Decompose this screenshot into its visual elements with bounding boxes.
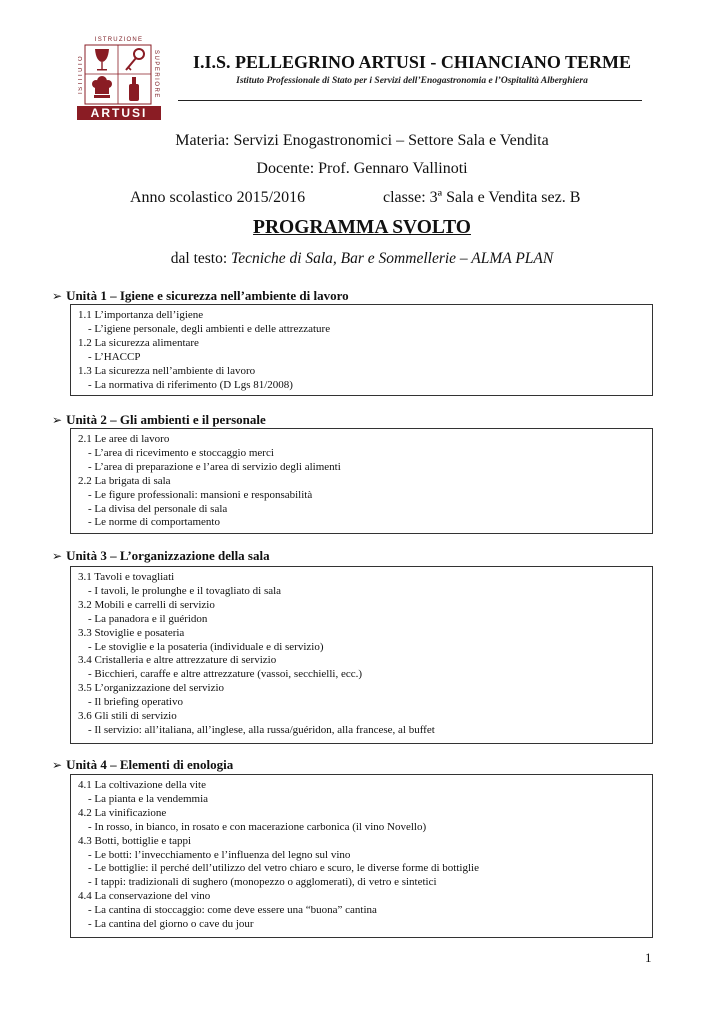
list-item: 4.2 La vinificazione — [78, 806, 167, 819]
class-info: classe: 3ª Sala e Vendita sez. B — [383, 189, 581, 206]
list-item: - La panadora e il guéridon — [88, 612, 208, 625]
school-logo — [75, 36, 163, 120]
list-item: 3.4 Cristalleria e altre attrezzature di servizio — [78, 654, 277, 667]
arrow-bullet-icon: ➢ — [52, 289, 63, 303]
list-item: - L’HACCP — [88, 350, 141, 363]
logo-name: ARTUSI — [77, 106, 161, 120]
list-item: 2.1 Le aree di lavoro — [78, 433, 170, 445]
list-item: 3.1 Tavoli e tovagliati — [78, 571, 175, 583]
list-item: 1.1 L’importanza dell’igiene — [78, 309, 204, 321]
list-item: - Il briefing operativo — [88, 696, 183, 709]
list-item: 2.2 La brigata di sala — [78, 474, 171, 487]
key-icon — [126, 49, 144, 70]
school-title: I.I.S. PELLEGRINO ARTUSI - CHIANCIANO TERME — [192, 52, 632, 72]
list-item: - Bicchieri, caraffe e altre attrezzature (vassoi, secchielli, ecc.) — [88, 668, 363, 681]
list-item: - Il servizio: all’italiana, all’inglese, alla russa/guéridon, alla francese, al buffet — [88, 723, 435, 736]
school-year: Anno scolastico 2015/2016 — [130, 189, 306, 206]
list-item: 4.4 La conservazione del vino — [78, 890, 211, 903]
unit-content-box — [70, 304, 653, 396]
bottle-icon — [129, 77, 139, 101]
list-item: 1.3 La sicurezza nell’ambiente di lavoro — [78, 364, 256, 377]
list-item: - Le botti: l’invecchiamento e l’influenza del legno sul vino — [88, 848, 351, 861]
teacher-line: Docente: Prof. Gennaro Vallinoti — [256, 160, 468, 177]
program-title: PROGRAMMA SVOLTO — [253, 217, 471, 238]
chef-hat-icon — [92, 76, 112, 98]
list-item: - Le stoviglie e la posateria (individuale e di servizio) — [88, 640, 324, 653]
list-item: - Le figure professionali: mansioni e responsabilità — [88, 488, 313, 501]
arrow-bullet-icon: ➢ — [52, 413, 63, 427]
list-item: - La cantina del giorno o cave du jour — [88, 918, 254, 931]
list-item: - L’area di ricevimento e stoccaggio merci — [88, 446, 274, 459]
unit-heading-text: Unità 1 – Igiene e sicurezza nell’ambiente di lavoro — [66, 288, 349, 303]
school-subtitle: Istituto Professionale di Stato per i Servizi dell’Enogastronomia e l’Ospitalità Alberghiera — [236, 76, 588, 86]
textbook-prefix: dal testo: — [170, 250, 232, 267]
logo-right-text: SUPERIORE — [153, 49, 159, 99]
unit-heading — [52, 412, 266, 428]
list-item: 3.6 Gli stili di servizio — [78, 710, 177, 723]
unit-heading-text: Unità 2 – Gli ambienti e il personale — [66, 412, 266, 427]
list-item: - La divisa del personale di sala — [88, 502, 228, 515]
list-item: - La cantina di stoccaggio: come deve essere una “buona” cantina — [88, 904, 377, 917]
list-item: 4.1 La coltivazione della vite — [78, 779, 206, 791]
unit-heading — [52, 288, 349, 304]
list-item: - Le norme di comportamento — [88, 516, 220, 529]
list-item: - I tappi: tradizionali di sughero (monopezzo o agglomerati), di vetro e sintetici — [88, 876, 437, 889]
unit-heading-text: Unità 4 – Elementi di enologia — [66, 757, 234, 772]
list-item: 3.5 L’organizzazione del servizio — [78, 682, 225, 695]
unit-content-box — [70, 774, 653, 938]
textbook-line — [0, 250, 724, 268]
list-item: - L’igiene personale, degli ambienti e delle attrezzature — [88, 322, 331, 335]
unit-content-box — [70, 566, 653, 744]
logo-top-text: ISTRUZIONE — [94, 37, 144, 43]
page-number: 1 — [645, 950, 652, 965]
arrow-bullet-icon: ➢ — [52, 549, 63, 563]
textbook-title: Tecniche di Sala, Bar e Sommellerie – ALMA PLAN — [231, 250, 554, 267]
logo-left-text: ISTITUTO — [78, 54, 84, 94]
header-divider — [178, 100, 642, 101]
unit-heading — [52, 548, 270, 564]
unit-heading-text: Unità 3 – L’organizzazione della sala — [66, 548, 270, 563]
list-item: - I tavoli, le prolunghe e il tovagliato di sala — [88, 584, 282, 597]
list-item: 3.2 Mobili e carrelli di servizio — [78, 598, 215, 611]
unit-heading — [52, 757, 233, 773]
list-item: 4.3 Botti, bottiglie e tappi — [78, 834, 192, 847]
list-item: - In rosso, in bianco, in rosato e con macerazione carbonica (il vino Novello) — [88, 820, 427, 833]
wine-glass-icon — [95, 49, 109, 71]
list-item: 1.2 La sicurezza alimentare — [78, 336, 199, 349]
list-item: - L’area di preparazione e l’area di servizio degli alimenti — [88, 460, 341, 473]
list-item: - La pianta e la vendemmia — [88, 792, 209, 805]
subject-line: Materia: Servizi Enogastronomici – Settore Sala e Vendita — [175, 132, 549, 149]
unit-content-box — [70, 428, 653, 534]
arrow-bullet-icon: ➢ — [52, 758, 63, 772]
list-item: - Le bottiglie: il perché dell’utilizzo del vetro chiaro e scuro, le diverse forme di bottiglie — [88, 862, 479, 875]
list-item: - La normativa di riferimento (D Lgs 81/2008) — [88, 378, 293, 391]
list-item: 3.3 Stoviglie e posateria — [78, 626, 185, 639]
